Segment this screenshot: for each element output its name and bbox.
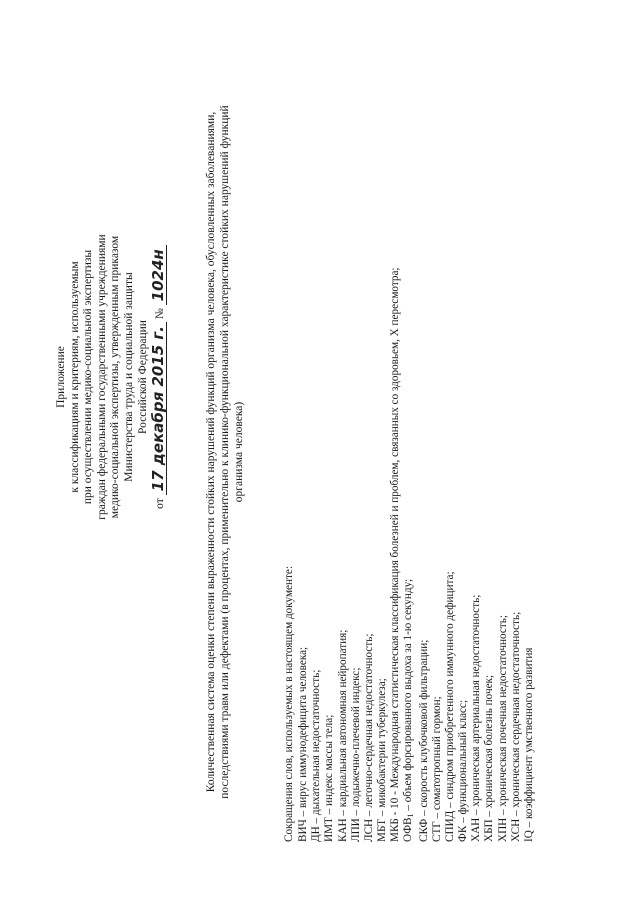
abbreviation-item: ИМТ – индекс массы тела; (323, 714, 336, 842)
ofv-subscript: 1 (406, 813, 416, 818)
abbreviation-item: СПИД – синдром приобретенного иммунного дефицита; (443, 571, 456, 842)
abbreviation-item: СКФ – скорость клубочковой фильтрации; (417, 639, 430, 842)
rotated-content (55, 12, 585, 892)
abbreviation-item: МБТ – микобактерии туберкулеза; (376, 678, 389, 842)
order-number-label: № (154, 308, 167, 320)
abbreviation-item: МКБ - 10 - Международная статистическая классификация болезней и проблем, связанных со здоровьем, X пересмотра; (389, 267, 402, 842)
abbreviation-item: ХБП – хроническая болезнь почек; (483, 674, 496, 842)
document-title (205, 22, 246, 882)
abbreviations-list (283, 22, 536, 842)
appendix-header (55, 167, 170, 587)
abbreviation-item: ХПН – хроническая почечная недостаточность; (496, 615, 509, 842)
appendix-line: к классификациям и критериям, используемым (68, 261, 81, 493)
abbreviation-item: ХСН – хроническая сердечная недостаточность; (509, 611, 522, 842)
abbreviation-item: IQ – коэффициент умственного развития (522, 647, 535, 842)
order-prefix: от (154, 498, 167, 509)
title-line: организма человека) (232, 401, 245, 503)
abbreviation-item: ЛПИ – лодыжечно-плечевой индекс; (349, 667, 362, 842)
abbreviation-item: ХАН – хроническая артериальная недостаточность; (470, 594, 483, 842)
appendix-line: Министерства труда и социальной защиты (122, 272, 135, 482)
title-line: Количественная система оценки степени выраженности стойких нарушений функций организма человека, обусловленных заболеваниями, (205, 111, 217, 793)
appendix-line: медико-социальной экспертизы, утвержденным приказом (109, 235, 122, 519)
order-number-handwritten: 1024н (152, 245, 167, 305)
abbreviations-heading: Сокращения слов, используемых в настоящем документе: (283, 566, 295, 842)
ofv-abbr: ОФВ (402, 817, 415, 842)
appendix-line: Российской Федерации (136, 320, 149, 434)
order-date-handwritten: 17 декабря 2015 г. (152, 322, 167, 495)
title-line: последствиями травм или дефектами (в процентах, применительно к клинико-функциональной характеристике стойких нарушений функций (218, 105, 231, 799)
abbreviation-item: СТГ – соматотропный гормон; (430, 696, 443, 842)
abbreviation-item: ВИЧ – вирус иммунодефицита человека; (297, 646, 310, 842)
abbreviation-item: ФК – функциональный класс; (457, 699, 470, 842)
appendix-line: граждан федеральными государственными учреждениями (95, 234, 108, 520)
appendix-line: при осуществлении медико-социальной экспертизы (82, 249, 95, 505)
abbreviation-item: КАН – кардиальная автономная нейропатия; (336, 629, 349, 842)
order-date-line (149, 167, 170, 587)
landscape-content (55, 12, 585, 892)
abbreviation-item-ofv (402, 22, 417, 842)
abbreviation-item: ЛСН – легочно-сердечная недостаточность; (362, 633, 375, 842)
abbreviation-item: ДН – дыхательная недостаточность; (310, 669, 323, 842)
ofv-definition: – объем форсированного выдоха за 1-ю секунду; (402, 578, 415, 814)
appendix-line: Приложение (55, 346, 67, 408)
